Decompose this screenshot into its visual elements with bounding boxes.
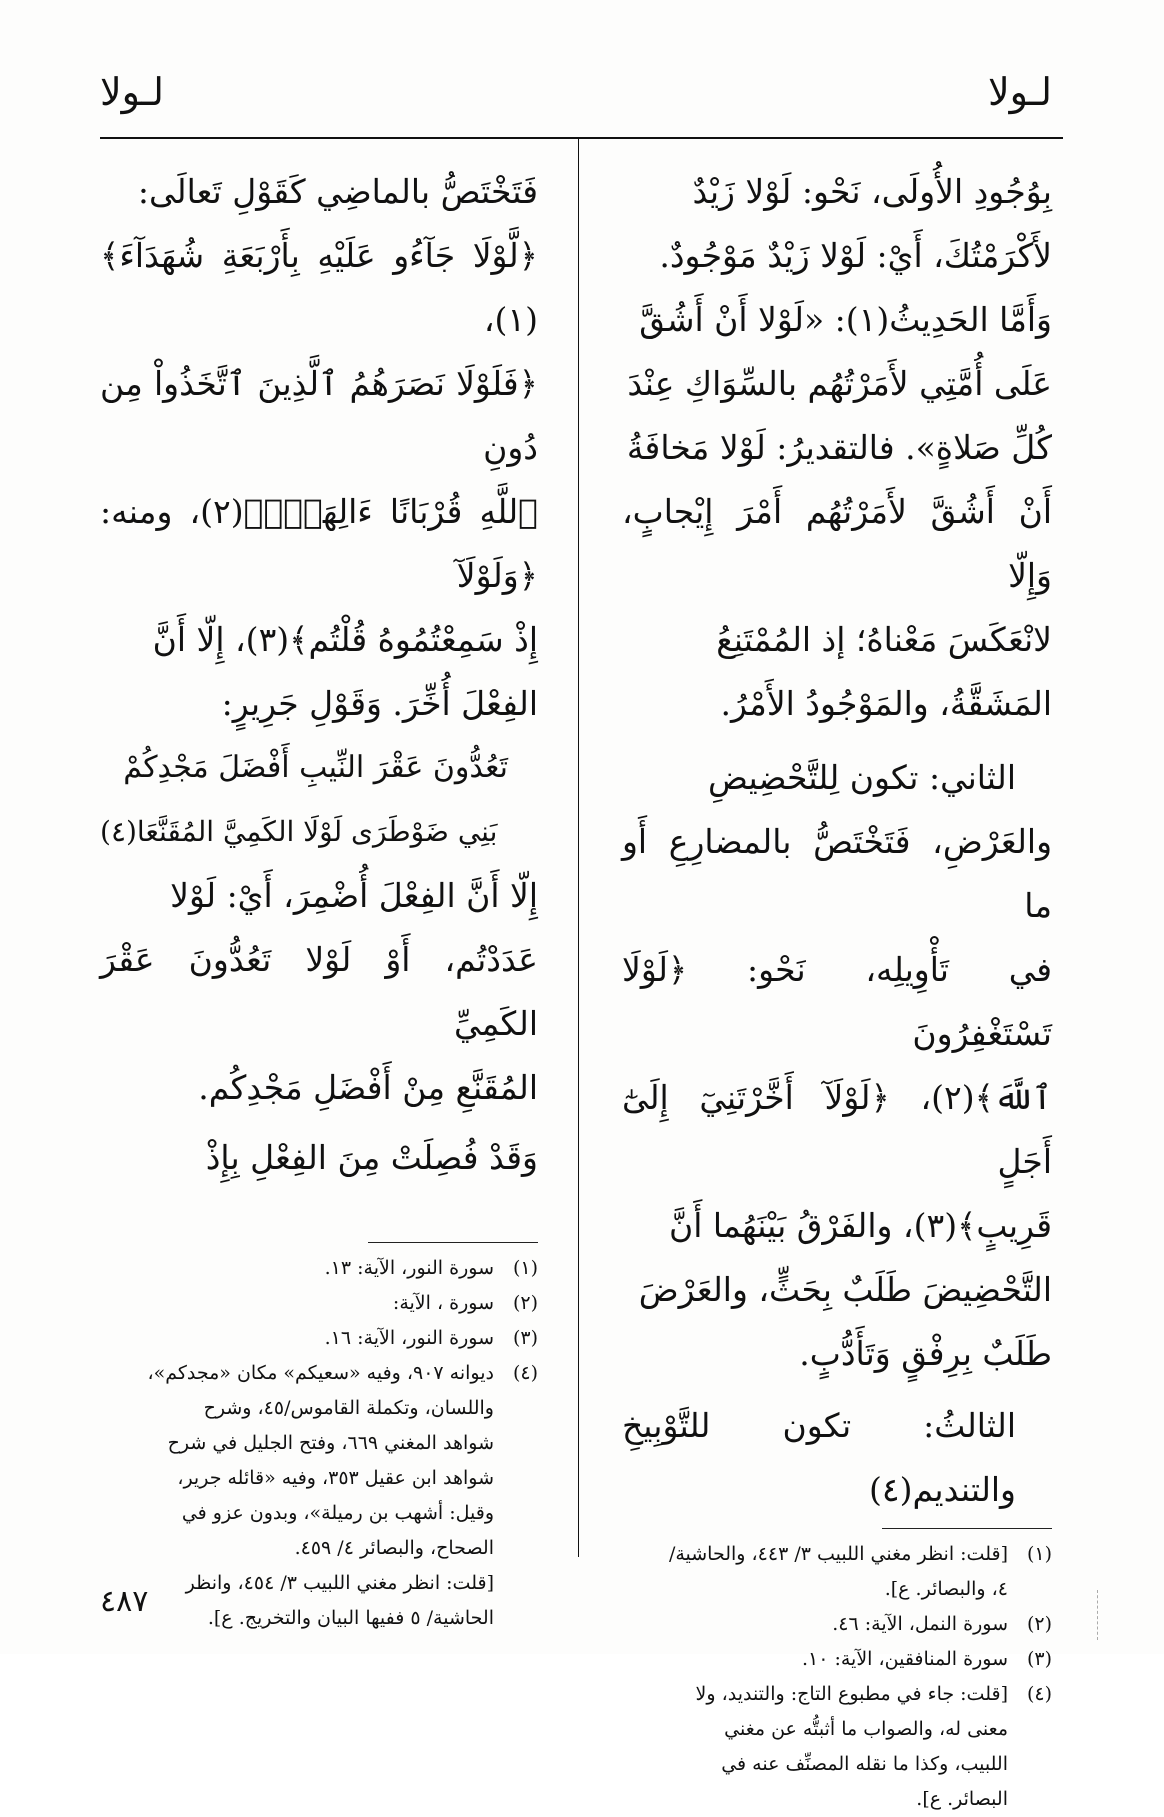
- left-footnote-editor-note: [قلت: انظر مغني اللبيب ٣/ ٤٥٤، وانظر: [185, 1572, 494, 1594]
- poem-verse-2: بَنِي ضَوْطَرَى لَوْلَا الكَمِيَّ المُقَنَّعَا(٤): [100, 815, 498, 848]
- left-line-12: وَقَدْ فُصِلَتْ مِنَ الفِعْلِ بِإِذْ: [205, 1138, 538, 1177]
- footnote-text: ديوانه ٩٠٧، وفيه «سعيكم» مكان «مجدكم»،: [147, 1362, 494, 1384]
- footnote-number: (٣): [1026, 1648, 1052, 1670]
- footnote-text: سورة ، الآية:: [392, 1292, 494, 1314]
- left-line-10: عَدَدْتُم، أَوْ لَوْلا تَعُدُّونَ عَقْرَ الكَمِيِّ: [100, 940, 538, 1043]
- footnote-text: سورة النمل، الآية: ٤٦.: [832, 1613, 1008, 1635]
- footnote-text: سورة المنافقين، الآية: ١٠.: [801, 1648, 1008, 1670]
- right-line-15: طَلَبٌ بِرِفْقٍ وَتَأَدُّبٍ.: [799, 1334, 1052, 1373]
- footnote-number: (٤): [512, 1362, 538, 1384]
- running-head-left: لـولا: [100, 70, 165, 114]
- left-footnote-2: [100, 1286, 538, 1321]
- left-footnote-4-cont-2: شواهد المغني ٦٦٩، وفتح الجليل في شرح: [167, 1432, 494, 1454]
- left-footnote-editor-note-cont: الحاشية/ ٥ ففيها البيان والتخريج. ع].: [207, 1607, 494, 1629]
- right-line-12: ٱللَّهَ﴾(٢)، ﴿لَوْلَآ أَخَّرْتَنِيٓ إِلَىٰٓ أَجَلٍ: [622, 1078, 1052, 1181]
- right-line-6: أَنْ أَشُقَّ لأَمَرْتُهُم أَمْرَ إِيْجابٍ، وَإِلّا: [622, 492, 1052, 595]
- left-body: [100, 160, 538, 1190]
- left-line-3: ﴿فَلَوْلَا نَصَرَهُمُ ٱلَّذِينَ ٱتَّخَذُواْ مِن دُونِ: [100, 364, 538, 467]
- left-footnote-4-cont-3: شواهد ابن عقيل ٣٥٣، وفيه «قائله جرير،: [177, 1467, 494, 1489]
- left-footnote-4-cont-1: واللسان، وتكملة القاموس/٤٥، وشرح: [203, 1397, 494, 1419]
- poem-verse-1: تَعُدُّونَ عَقْرَ النِّيبِ أَفْضَلَ مَجْدِكُمْ: [123, 750, 508, 785]
- right-footnote-rule: [882, 1528, 1052, 1529]
- right-footnote-2: [622, 1607, 1052, 1642]
- right-line-7: لانْعَكَسَ مَعْناهُ؛ إذ المُمْتَنِعُ: [716, 620, 1052, 659]
- right-footnote-4: [622, 1677, 1052, 1712]
- right-line-11: في تَأْوِيلِه، نَحْو: ﴿لَوْلَا تَسْتَغْفِرُونَ: [622, 950, 1052, 1053]
- right-footnote-3: [622, 1642, 1052, 1677]
- left-column: [100, 160, 538, 1636]
- right-line-9: الثاني: تكون لِلتَّحْضِيضِ: [708, 758, 1016, 797]
- left-footnote-4-cont-5: الصحاح، والبصائر ٤/ ٤٥٩.: [294, 1537, 494, 1559]
- left-line-2: ﴿لَّوْلَا جَآءُو عَلَيْهِ بِأَرْبَعَةِ شُهَدَآءَ﴾(١)،: [100, 236, 538, 339]
- right-footnote-1-cont-1: ٤، والبصائر. ع].: [884, 1578, 1008, 1600]
- left-line-5: إِذْ سَمِعْتُمُوهُ قُلْتُم﴾(٣)، إِلّا أَنَّ: [152, 620, 538, 659]
- right-footnote-4-cont-2: اللبيب، وكذا ما نقله المصنِّف عنه في: [721, 1753, 1008, 1775]
- footnote-text: سورة النور، الآية: ١٦.: [324, 1327, 494, 1349]
- right-column: [622, 160, 1052, 1817]
- left-footnote-1: [100, 1251, 538, 1286]
- footnote-number: (٢): [512, 1292, 538, 1314]
- right-line-2: لأَكْرَمْتُكَ، أَيْ: لَوْلا زَيْدٌ مَوْجُودٌ.: [659, 236, 1052, 275]
- left-line-11: المُقَنَّعِ مِنْ أَفْضَلِ مَجْدِكُم.: [198, 1068, 538, 1107]
- right-line-5: كُلِّ صَلاةٍ». فالتقديرُ: لَوْلا مَخافَةُ: [626, 428, 1052, 467]
- right-line-14: التَّحْضِيضَ طَلَبٌ بِحَثٍّ، والعَرْضَ: [638, 1270, 1052, 1309]
- footnote-text: سورة النور، الآية: ١٣.: [324, 1257, 494, 1279]
- right-footnotes: [622, 1537, 1052, 1817]
- running-head-right: لـولا: [987, 70, 1052, 114]
- footnote-text: [قلت: جاء في مطبوع التاج: والتنديد، ولا: [695, 1683, 1008, 1705]
- right-line-4: عَلَى أُمَّتِي لأَمَرْتُهُم بالسِّوَاكِ عِنْدَ: [627, 364, 1052, 403]
- header-rule: [100, 137, 1063, 139]
- right-footnote-1: [622, 1537, 1052, 1572]
- page-number: ٤٨٧: [100, 1584, 149, 1619]
- left-line-6: الفِعْلَ أُخِّرَ. وَقَوْلِ جَرِيرٍ:: [221, 684, 538, 723]
- footnote-number: (٢): [1026, 1613, 1052, 1635]
- right-footnote-4-cont-1: معنى له، والصواب ما أثبتُّه عن مغني: [724, 1718, 1008, 1740]
- left-line-9: إِلّا أَنَّ الفِعْلَ أُضْمِرَ، أَيْ: لَوْلا: [170, 876, 538, 915]
- left-line-1: فَتَخْتَصُّ بالماضِي كَقَوْلِ تَعالَى:: [137, 172, 538, 211]
- left-footnote-rule: [368, 1242, 538, 1243]
- left-footnote-4-cont-4: وقيل: أشهب بن رميلة»، وبدون عزو في: [181, 1502, 494, 1524]
- left-footnote-4: [100, 1356, 538, 1391]
- right-line-1: بِوُجُودِ الأُولَى، نَحْو: لَوْلا زَيْدٌ: [692, 172, 1052, 211]
- left-footnotes: [100, 1251, 538, 1636]
- left-line-4: ٱللَّهِ قُرْبَانًا ءَالِهَةَۢ﴾(٢)، ومنه: ﴿وَلَوْلَآ: [100, 492, 538, 595]
- footnote-number: (٣): [512, 1327, 538, 1349]
- column-divider: [578, 137, 579, 1557]
- footnote-number: (١): [1026, 1543, 1052, 1565]
- footnote-number: (٤): [1026, 1683, 1052, 1705]
- right-body: [622, 160, 1052, 1522]
- right-line-3: وَأَمَّا الحَدِيثُ(١): «لَوْلا أَنْ أَشُقَّ: [639, 300, 1052, 339]
- scan-edge-mark: [1097, 1590, 1098, 1640]
- right-line-10: والعَرْضِ، فَتَخْتَصُّ بالمضارِعِ أَو ما: [622, 822, 1052, 925]
- right-line-16: الثالثُ: تكون للتَّوْبِيخِ والتنديم(٤): [622, 1406, 1016, 1509]
- right-line-13: قَرِيبٍ﴾(٣)، والفَرْقُ بَيْنَهُما أَنَّ: [668, 1206, 1052, 1245]
- footnote-text: [قلت: انظر مغني اللبيب ٣/ ٤٤٣، والحاشية/: [668, 1543, 1008, 1565]
- left-footnote-3: [100, 1321, 538, 1356]
- right-line-8: المَشَقَّةُ، والمَوْجُودُ الأَمْرُ.: [720, 684, 1052, 723]
- footnote-number: (١): [512, 1257, 538, 1279]
- right-footnote-4-cont-3: البصائر. ع].: [916, 1788, 1008, 1810]
